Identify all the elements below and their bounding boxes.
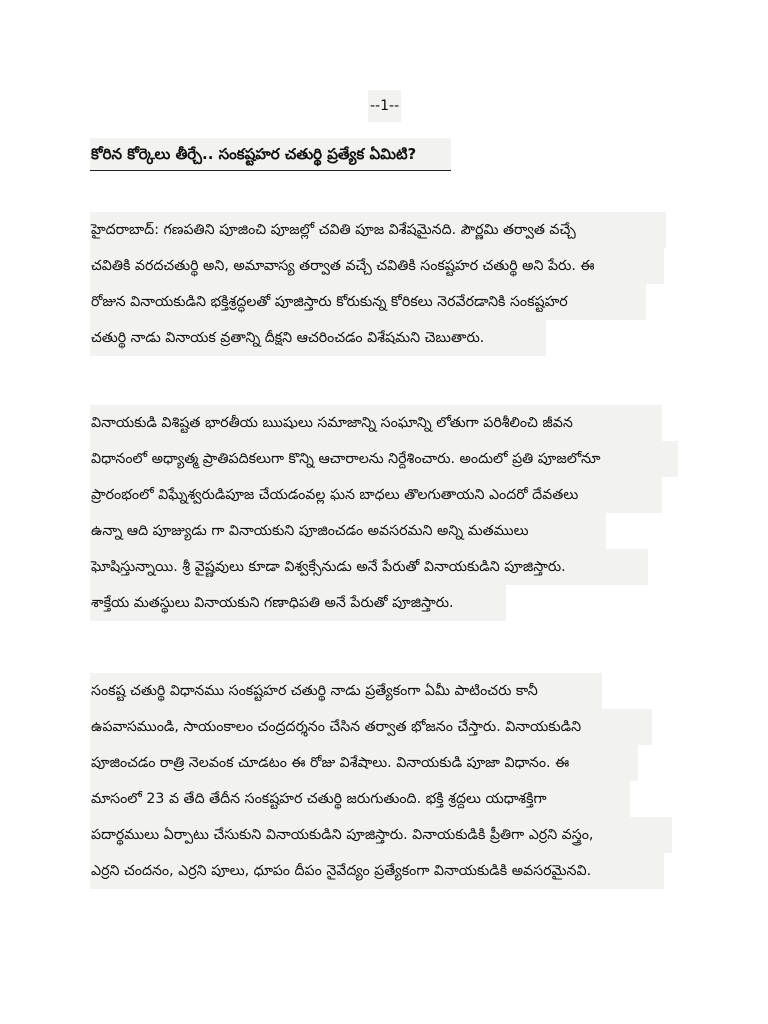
paragraph-line: వినాయకుడి విశిష్టత భారతీయ ఋషులు సమాజాన్ని సంఘాన్ని లోతుగా పరిశీలించి జీవన bbox=[90, 405, 662, 441]
paragraph-line: ప్రారంభంలో విఘ్నేశ్వరుడిపూజ చేయడంవల్ల ఘన బాధలు తొలగుతాయని ఎందరో దేవతలు bbox=[90, 477, 662, 513]
paragraph-vinayaka-significance bbox=[90, 405, 670, 621]
paragraph-line: ఉన్నా ఆది పూజ్యుడు గా వినాయకుని పూజించడం అవసరమని అన్ని మతములు bbox=[90, 513, 606, 549]
page-number: --1-- bbox=[368, 90, 401, 122]
paragraph-line: ఉపవాసముండి, సాయంకాలం చంద్రదర్శనం చేసిన తర్వాత భోజనం చేస్తారు. వినాయకుడిని bbox=[90, 709, 652, 745]
paragraph-intro bbox=[90, 212, 670, 356]
paragraph-line: చవితికి వరదచతుర్థి అని, అమావాస్య తర్వాత వచ్చే చవితికి సంకష్టహర చతుర్థి అని పేరు. ఈ bbox=[90, 248, 664, 284]
article-title: కోరిన కోర్కెలు తీర్చే.. సంకష్టహర చతుర్థి ప్రత్యేక ఏమిటి? bbox=[90, 138, 451, 171]
paragraph-line: శాక్తేయ మతస్థులు వినాయకుని గణాధిపతి అనే పేరుతో పూజిస్తారు. bbox=[90, 585, 506, 621]
paragraph-line: ఘోషిస్తున్నాయి. శ్రీ వైష్ణవులు కూడా విశ్వక్సేనుడు అనే పేరుతో వినాయకుడిని పూజిస్తారు. bbox=[90, 549, 648, 585]
paragraph-line: పదార్థములు ఏర్పాటు చేసుకుని వినాయకుడిని పూజిస్తారు. వినాయకుడికి ప్రీతిగా ఎర్రని వస్త్రం, bbox=[90, 817, 672, 853]
paragraph-line: హైదరాబాద్: గణపతిని పూజించి పూజల్లో చవితి పూజ విశేషమైనది. పౌర్ణమి తర్వాత వచ్చే bbox=[90, 212, 666, 248]
paragraph-line: ఎర్రని చందనం, ఎర్రని పూలు, ధూపం దీపం నైవేద్యం ప్రత్యేకంగా వినాయకుడికి అవసరమైనవి. bbox=[90, 853, 664, 889]
paragraph-line: రోజున వినాయకుడిని భక్తిశ్రద్ధలతో పూజిస్తారు కోరుకున్న కోరికలు నెరవేరడానికి సంకష్టహర bbox=[90, 284, 646, 320]
paragraph-line: చతుర్థి నాడు వినాయక వ్రతాన్ని దీక్షని ఆచరించడం విశేషమని చెబుతారు. bbox=[90, 320, 546, 356]
paragraph-line: సంకష్ట చతుర్థి విధానము సంకష్టహర చతుర్థి నాడు ప్రత్యేకంగా ఏమీ పాటించరు కానీ bbox=[90, 673, 602, 709]
paragraph-line: విధానంలో అధ్యాత్మ ప్రాతిపదికలుగా కొన్ని ఆచారాలను నిర్దేశించారు. అందులో ప్రతి పూజలోనూ bbox=[90, 441, 678, 477]
paragraph-sankashta-vidhanam bbox=[90, 673, 670, 889]
paragraph-line: పూజించడం రాత్రి నెలవంక చూడటం ఈ రోజు విశేషాలు. వినాయకుడి పూజా విధానం. ఈ bbox=[90, 745, 638, 781]
paragraph-line: మాసంలో 23 వ తేది తేదీన సంకష్టహర చతుర్థి జరుగుతుంది. భక్తి శ్రద్దలు యధాశక్తిగా bbox=[90, 781, 630, 817]
